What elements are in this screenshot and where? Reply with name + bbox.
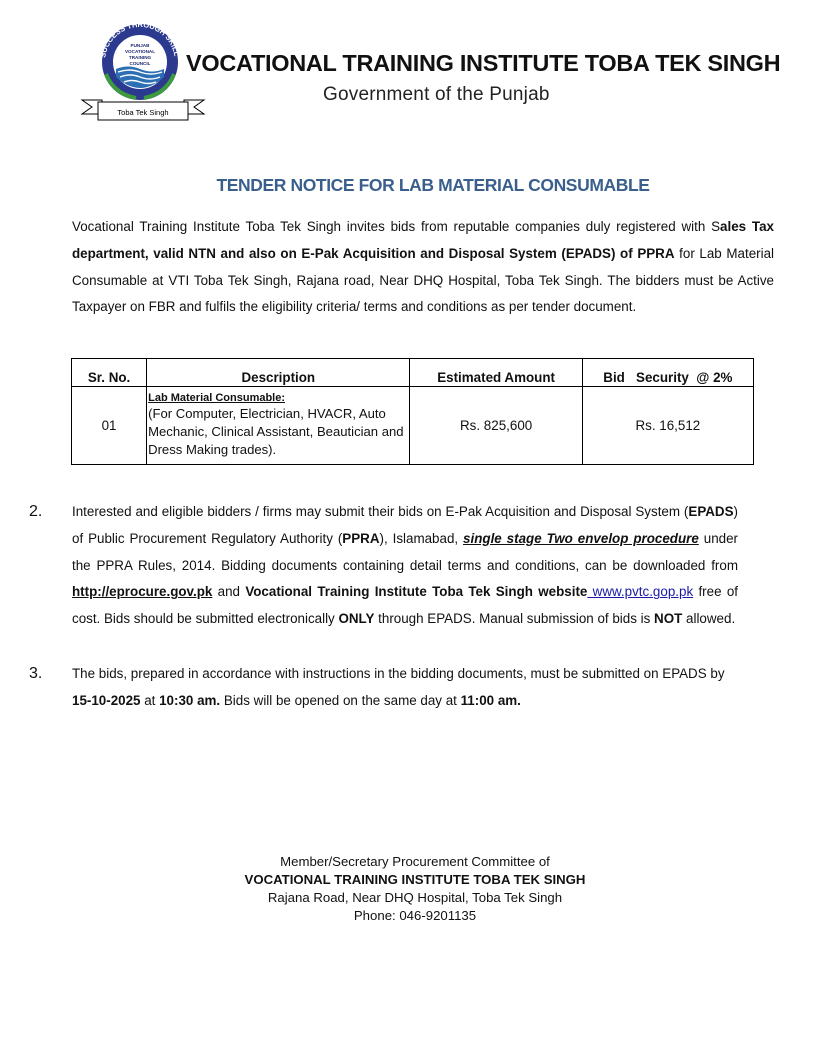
signature-title: Member/Secretary Procurement Committee of — [280, 854, 550, 869]
s2-text: under the PPRA Rules, 2014. Bidding documents containing detail terms and conditions, can be downloaded from — [72, 530, 738, 573]
svg-text:PUNJAB: PUNJAB — [130, 43, 150, 48]
s2-text: ), Islamabad, — [379, 530, 464, 546]
s2-bold-not: NOT — [654, 611, 683, 627]
intro-paragraph — [72, 214, 774, 321]
table-row — [72, 387, 754, 465]
svg-text:VOCATIONAL: VOCATIONAL — [124, 49, 156, 54]
intro-text-1: Vocational Training Institute Toba Tek Singh invites bids from reputable companies duly registered with S — [72, 219, 721, 234]
s2-bold-only: ONLY — [338, 611, 375, 627]
s3-text: at — [140, 692, 160, 708]
s2-bold-epads: EPADS — [688, 504, 734, 519]
eprocure-link[interactable]: http://eprocure.gov.pk — [72, 584, 213, 600]
column-header-description: Description — [147, 359, 410, 387]
svg-text:TRAINING: TRAINING — [128, 55, 152, 60]
institute-name: VOCATIONAL TRAINING INSTITUTE TOBA TEK SINGH — [186, 50, 781, 76]
section-3-paragraph — [72, 661, 738, 715]
s3-text: The bids, prepared in accordance with instructions in the bidding documents, must be submitted on EPADS by — [72, 666, 725, 681]
s2-text: allowed. — [682, 611, 736, 627]
signature-phone: Phone: 046-9201135 — [353, 908, 477, 923]
cell-description — [147, 387, 410, 465]
pvtc-website-link[interactable]: www.pvtc.gop.pk — [587, 584, 694, 600]
s2-text: ) of Public Procurement Regulatory Authority ( — [72, 504, 738, 546]
notice-title: TENDER NOTICE FOR LAB MATERIAL CONSUMABLE — [216, 175, 650, 195]
column-header-sr-no: Sr. No. — [72, 359, 147, 387]
submission-time: 10:30 am. — [159, 692, 221, 708]
description-body: (For Computer, Electrician, HVACR, Auto Mechanic, Clinical Assistant, Beautician and Dress Making trades). — [148, 406, 404, 457]
s2-bold-website: Vocational Training Institute Toba Tek Singh website — [245, 584, 588, 600]
description-title: Lab Material Consumable: — [148, 392, 286, 404]
logo-ribbon — [82, 100, 204, 120]
table-header-row — [72, 359, 754, 387]
logo-ring-text: SUCCESS THROUGH SKILL — [98, 22, 182, 59]
intro-bold-text: ales Tax department, valid NTN and also on E-Pak Acquisition and Disposal System (EPADS) of PPRA — [72, 219, 774, 261]
cell-bid-security: Rs. 16,512 — [582, 387, 753, 465]
column-header-estimated-amount: Estimated Amount — [410, 359, 582, 387]
section-3-number: 3. — [29, 665, 43, 682]
section-2-number: 2. — [29, 503, 43, 520]
cell-estimated-amount: Rs. 825,600 — [410, 387, 582, 465]
government-subtitle: Government of the Punjab — [323, 84, 550, 105]
s2-text: and — [212, 584, 246, 600]
opening-time: 11:00 am. — [460, 692, 521, 708]
signature-block — [0, 853, 816, 925]
submission-date: 15-10-2025 — [72, 692, 141, 708]
signature-institute: VOCATIONAL TRAINING INSTITUTE TOBA TEK SINGH — [244, 872, 586, 887]
s2-text: through EPADS. Manual submission of bids is — [374, 611, 655, 627]
procedure-text: single stage Two envelop procedure — [463, 530, 699, 546]
column-header-bid-security: Bid Security @ 2% — [582, 359, 753, 387]
svg-text:COUNCIL: COUNCIL — [129, 61, 151, 66]
tender-table — [71, 358, 754, 465]
section-2-paragraph — [72, 499, 738, 633]
cell-sr-no: 01 — [72, 387, 147, 465]
s2-text: Interested and eligible bidders / firms may submit their bids on E-Pak Acquisition and Disposal System ( — [72, 504, 689, 519]
s2-bold-ppra: PPRA — [342, 530, 380, 546]
s2-text: free of cost. Bids should be submitted electronically — [72, 584, 738, 627]
intro-text-2: for Lab Material Consumable at VTI Toba Tek Singh, Rajana road, Near DHQ Hospital, Toba Tek Singh. The bidders must be Active Taxpayer on FBR and fulfils the eligibility criteria/ terms and conditions as per tender document. — [72, 245, 774, 315]
signature-address: Rajana Road, Near DHQ Hospital, Toba Tek Singh — [267, 890, 563, 905]
logo-ribbon-text: Toba Tek Singh — [117, 108, 169, 117]
s3-text: Bids will be opened on the same day at — [220, 692, 461, 708]
